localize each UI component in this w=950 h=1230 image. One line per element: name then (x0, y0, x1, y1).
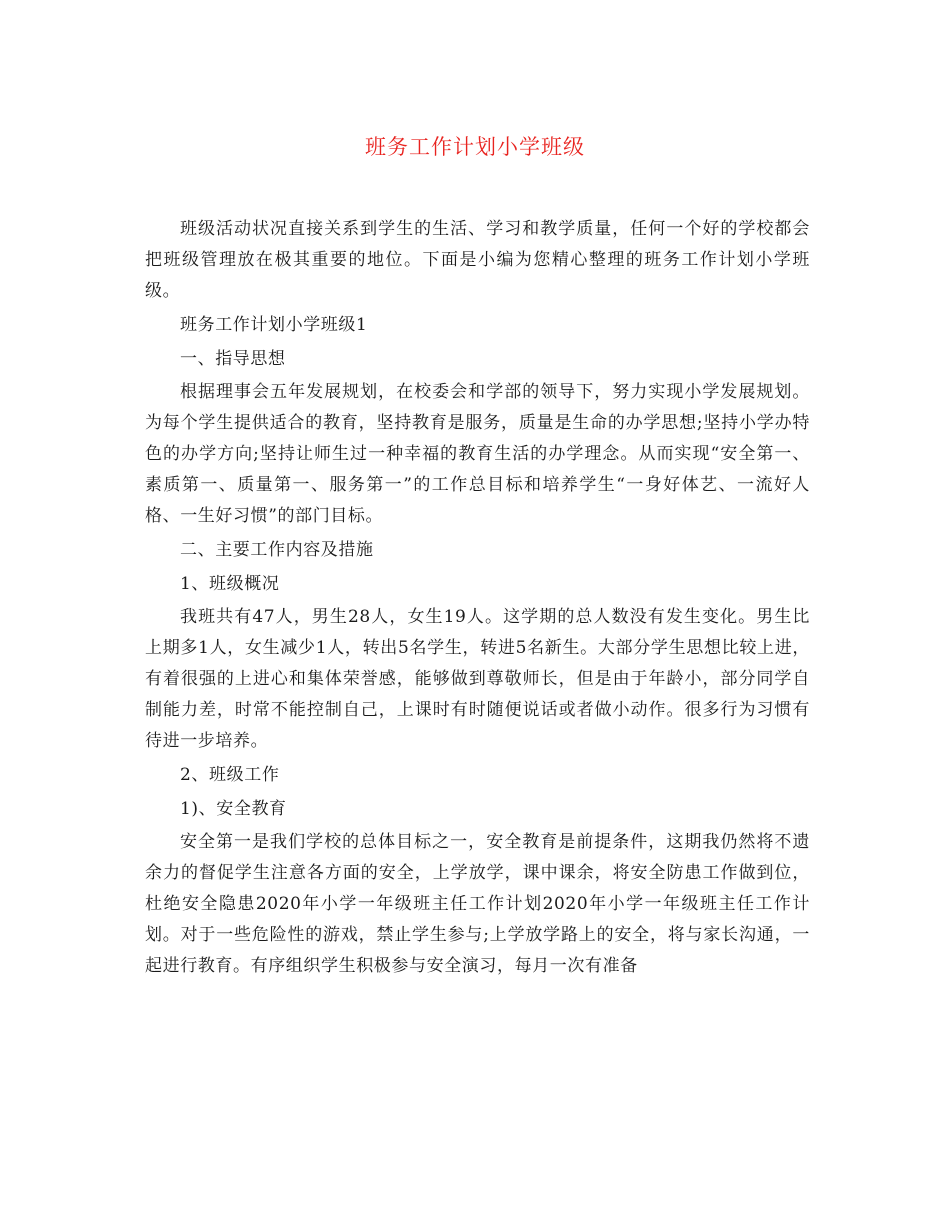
guiding-thought-paragraph: 根据理事会五年发展规划，在校委会和学部的领导下，努力实现小学发展规划。为每个学生提供适合的教育，坚持教育是服务，质量是生命的办学思想;坚持小学办特色的办学方向;坚持让师生过一种幸福的教育生活的办学理念。从而实现“安全第一、素质第一、质量第一、服务第一”的工作总目标和培养学生“一身好体艺、一流好人格、一生好习惯”的部门目标。 (145, 382, 810, 526)
class-overview-paragraph: 我班共有47人，男生28人，女生19人。这学期的总人数没有发生变化。男生比上期多1人，女生减少1人，转出5名学生，转进5名新生。大部分学生思想比较上进，有着很强的上进心和集体荣誉感，能够做到尊敬师长，但是由于年龄小，部分同学自制能力差，时常不能控制自己，上课时有时随便说话或者做小动作。很多行为习惯有待进一步培养。 (145, 607, 810, 751)
heading-class-overview: 1、班级概况 (180, 574, 280, 594)
heading-class-work: 2、班级工作 (180, 765, 280, 785)
safety-education-paragraph: 安全第一是我们学校的总体目标之一，安全教育是前提条件，这期我仍然将不遗余力的督促学生注意各方面的安全，上学放学，课中课余，将安全防患工作做到位，杜绝安全隐患2020年小学一年级班主任工作计划2020年小学一年级班主任工作计划。对于一些危险性的游戏，禁止学生参与;上学放学路上的安全，将与家长沟通，一起进行教育。有序组织学生积极参与安全演习，每月一次有准备 (145, 832, 810, 976)
section-title: 班务工作计划小学班级1 (180, 315, 368, 335)
heading-main-work: 二、主要工作内容及措施 (180, 540, 374, 560)
document-title: 班务工作计划小学班级 (365, 135, 585, 159)
heading-safety-education: 1)、安全教育 (180, 799, 287, 819)
document-body (145, 214, 810, 982)
heading-guiding-thought: 一、指导思想 (180, 349, 286, 369)
intro-paragraph: 班级活动状况直接关系到学生的生活、学习和教学质量，任何一个好的学校都会把班级管理放在极其重要的地位。下面是小编为您精心整理的班务工作计划小学班级。 (145, 219, 810, 301)
